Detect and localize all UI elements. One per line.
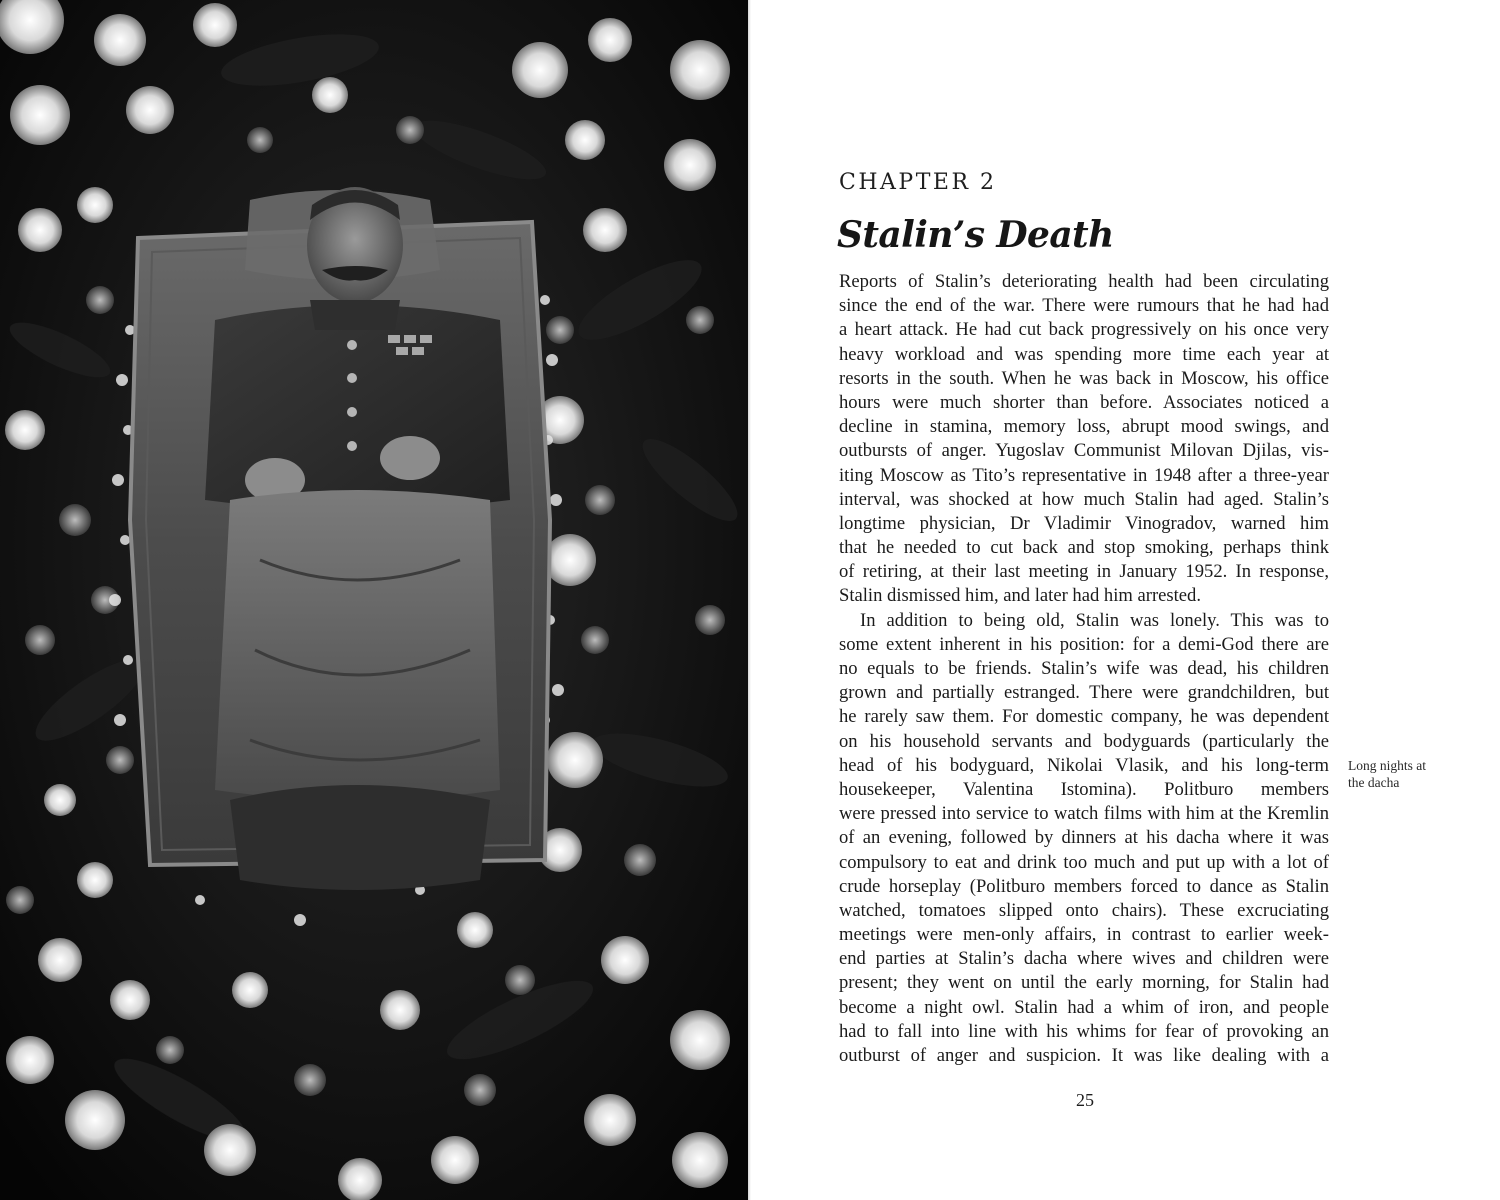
body-line: housekeeper, Valentina Istomina). Politburo members xyxy=(839,778,1329,800)
body-line: some extent inherent in his position: for a demi-God there are xyxy=(839,633,1329,655)
body-line: of retiring, at their last meeting in January 1952. In response, xyxy=(839,561,1329,583)
body-line: head of his bodyguard, Nikolai Vlasik, and his long-term xyxy=(839,754,1329,776)
body-line: become a night owl. Stalin had a whim of iron, and people xyxy=(839,996,1329,1018)
body-line: end parties at Stalin’s dacha where wives and children were xyxy=(839,948,1329,970)
margin-note-line: the dacha xyxy=(1348,775,1400,790)
body-line: resorts in the south. When he was back in Moscow, his office xyxy=(839,367,1329,389)
body-line: In addition to being old, Stalin was lonely. This was to xyxy=(860,609,1329,631)
body-line: a heart attack. He had cut back progressively on his once very xyxy=(839,319,1329,341)
body-line: interval, was shocked at how much Stalin had aged. Stalin’s xyxy=(839,488,1329,510)
body-line: meetings were men-only affairs, in contrast to earlier week- xyxy=(839,924,1329,946)
body-line: longtime physician, Dr Vladimir Vinogradov, warned him xyxy=(839,512,1329,534)
body-line: crude horseplay (Politburo members forced to dance as Stalin xyxy=(839,875,1329,897)
body-line: Reports of Stalin’s deteriorating health had been circulating xyxy=(839,271,1329,292)
body-line: since the end of the war. There were rumours that he had had xyxy=(839,295,1329,317)
body-line: outburst of anger and suspicion. It was like dealing with a xyxy=(839,1045,1329,1066)
body-line: no equals to be friends. Stalin’s wife was dead, his children xyxy=(839,658,1329,679)
body-line: present; they went on until the early morning, for Stalin had xyxy=(839,972,1329,994)
margin-note xyxy=(1348,757,1458,791)
body-line: iting Moscow as Tito’s representative in 1948 after a three-year xyxy=(839,464,1329,486)
body-line: decline in stamina, memory loss, abrupt mood swings, and xyxy=(839,416,1329,438)
body-line: were pressed into service to watch films with him at the Kremlin xyxy=(839,803,1329,825)
body-line: he rarely saw them. For domestic company, he was dependent xyxy=(839,706,1329,728)
body-line: watched, tomatoes slipped onto chairs). These excruciating xyxy=(839,899,1329,921)
margin-note-line: Long nights at xyxy=(1348,758,1426,773)
body-line: hours were much shorter than before. Associates noticed a xyxy=(839,391,1329,413)
chapter-title: Stalin’s Death xyxy=(837,214,1114,256)
body-line: compulsory to eat and drink too much and put up with a lot of xyxy=(839,851,1329,873)
body-line: that he needed to cut back and stop smoking, perhaps think xyxy=(839,537,1329,559)
body-line: Stalin dismissed him, and later had him arrested. xyxy=(839,585,1201,607)
text-page xyxy=(751,0,1500,1200)
body-text xyxy=(839,270,1329,1068)
body-line: outbursts of anger. Yugoslav Communist Milovan Djilas, vis- xyxy=(839,440,1329,462)
page-number: 25 xyxy=(1076,1090,1094,1110)
body-line: of an evening, followed by dinners at his dacha where it was xyxy=(839,827,1329,849)
body-line: on his household servants and bodyguards (particularly the xyxy=(839,730,1329,752)
photograph xyxy=(0,0,748,1200)
body-line: grown and partially estranged. There were grandchildren, but xyxy=(839,682,1329,704)
chapter-label: CHAPTER 2 xyxy=(839,170,997,195)
body-line: heavy workload and was spending more time each year at xyxy=(839,343,1329,365)
body-line: had to fall into line with his whims for fear of provoking an xyxy=(839,1020,1329,1042)
photo-illustration xyxy=(0,0,748,1200)
